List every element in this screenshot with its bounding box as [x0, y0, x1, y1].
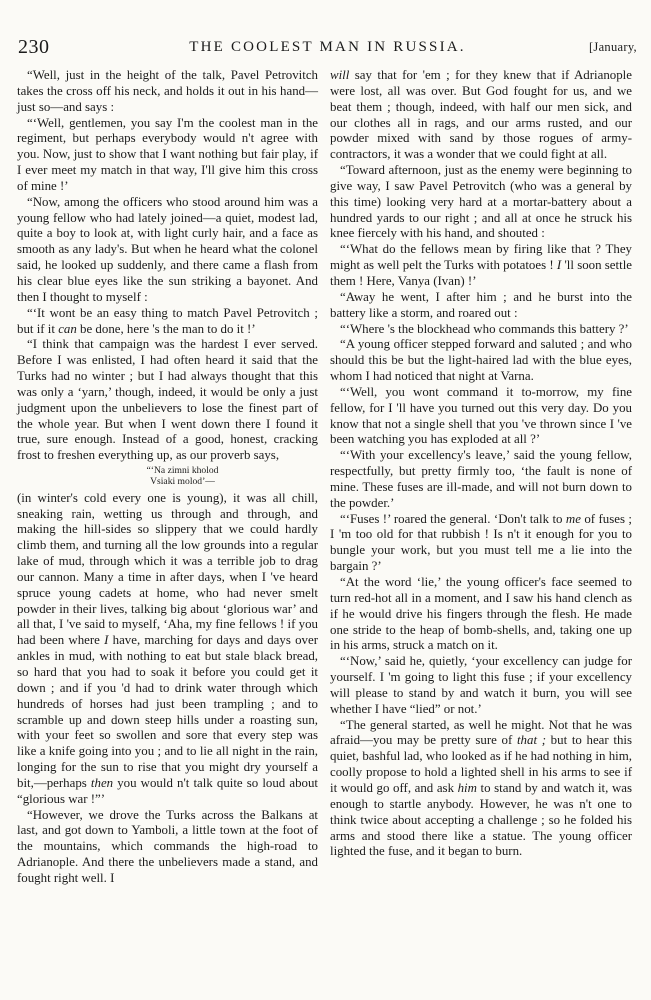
text-run: say that for 'em ; for they knew that if Adrianople were lost, all was over. But God fought for us, and we beat them ; though, indeed, with half our men sick, and our clothes all in rags, and our arms rusted, and our powder mixed with sand by those rogues of army-contractors, it was a wonder that we could fight at all.: [330, 68, 632, 162]
running-header: [18, 36, 637, 60]
text-run: “‘It wont be an easy thing to match Pavel Petrovitch ; but if it: [17, 305, 318, 336]
text-run: “The general started, as well he might. Not that he was afraid—you may be pretty sure of: [330, 717, 632, 748]
emphasis: I: [104, 633, 109, 648]
page-number: 230: [18, 36, 50, 58]
paragraph: “However, we drove the Turks across the Balkans at last, and got down to Yamboli, a little town at the foot of the mountains, which commands the high-road to Adrianople. And there the unbelievers made a stand, and fought right well. I: [17, 807, 318, 885]
text-run: to stand by and watch it, was enough to startle anybody. However, he was n't one to think twice about accepting a challenge ; so he folded his arms and stood there like a statue. The young officer lighted the fuse, and it began to burn.: [330, 780, 632, 859]
issue-month: [January,: [588, 40, 637, 54]
paragraph: “‘Now,’ said he, quietly, ‘your excellency can judge for yourself. I 'm going to light this fuse ; if your excellency will please to stand by and watch it burn, you will see whether I have “lied” or not.’: [330, 654, 632, 716]
paragraph: “‘Where 's the blockhead who commands this battery ?’: [340, 321, 629, 336]
verse-line: “‘Na zimni kholod: [146, 465, 219, 477]
paragraph: “Now, among the officers who stood around him was a young fellow who had lately joined—a quiet, modest lad, quite a boy to look at, with light curly hair, and a face as smooth as any lady's. But when he heard what the colonel said, he looked up suddenly, and there came a flash from his clear blue eyes like the sun striking a bayonet. And then I thought to myself :: [17, 194, 318, 304]
paragraph: “I think that campaign was the hardest I ever served. Before I was enlisted, I had often heard it said that the Turks had no winter ; but I had always thought that this was only a ‘yarn,’ though, indeed, it would be only a just judgment upon the unbelievers to lose the finest part of the whole year. But when I went down there I found it true, sure enough. Instead of a good, honest, cracking frost to freshen everything up, as our proverb says,: [17, 337, 318, 463]
text-run: 'll soon settle them ! Here, Vanya (Ivan) !’: [330, 258, 632, 288]
emphasis: then: [90, 775, 114, 790]
paragraph: [17, 491, 318, 808]
verse-line: Vsiaki molod’—: [150, 475, 215, 487]
emphasis: that ;: [516, 733, 546, 748]
paragraph: [330, 242, 632, 290]
proverb-verse: [47, 466, 318, 488]
running-title: THE COOLEST MAN IN RUSSIA.: [189, 39, 466, 55]
paragraph: [330, 718, 632, 861]
emphasis: me: [565, 511, 581, 526]
paragraph: “‘With your excellency's leave,’ said the young fellow, respectfully, but pretty firmly too, ‘the fault is none of mine. These fuses are ill-made, and will not burn down to the powder.’: [330, 448, 632, 510]
left-column: [17, 68, 318, 887]
emphasis: I: [556, 258, 562, 273]
paragraph: [330, 512, 632, 575]
emphasis: him: [457, 780, 477, 795]
paragraph: “Well, just in the height of the talk, Pavel Petrovitch takes the cross off his neck, and holds it out in his hand—just so—and says :: [17, 68, 318, 114]
paragraph: [17, 306, 318, 338]
paragraph: “‘Well, you wont command it to-morrow, my fine fellow, for I 'll have you turned out this very day. Do you know that not a single shell that you 've thrown since I 've been watching you has exploded at all ?’: [330, 384, 632, 447]
text-run: but to hear this quiet, bashful lad, who looked as if he had nothing in him, coolly propose to hold a lighted shell in his arms to see if it would go off, and ask: [330, 733, 632, 795]
emphasis: can: [58, 321, 77, 336]
paragraph: “‘Well, gentlemen, you say I'm the coolest man in the regiment, but perhaps everybody would n't agree with you. Now, just to show that I want nothing but fair play, if I ever meet my match in that way, I'll give him this cross of mine !’: [17, 115, 318, 193]
text-run: of fuses ; I 'm too old for that rubbish ! Is n't it enough for you to bungle your work, but you must tell me a lie into the bargain ?’: [330, 511, 632, 574]
right-column: [330, 68, 632, 860]
text-run: “‘What do the fellows mean by firing like that ? They might as well pelt the Turks with potatoes !: [330, 242, 632, 273]
text-run: (in winter's cold every one is young), it was all chill, sneaking rain, wetting us through and through, and making the hill-sides so slippery that we could hardly climb them, and turning all the low grounds into a regular lake of mud, through which it was a terrible job to drag our cannon. Many a time in after days, when I 've heard spruce young cadets at home, who had never smelt powder in their lives, talking big about ‘glorious war’ and all that, I 've said to myself, ‘Aha, my fine fellows ! if you had been where: [17, 490, 318, 648]
text-run: have, marching for days and days over ankles in mud, with nothing to eat but stale black bread, so hard that you had to soak it before you could get it down ; and if you 'd had to drink water through which hundreds of horses had just been trampling ; and to scramble up and down steep hills under a roasting sun, with your feet so swollen and sore that every step was like a knife going into you ; and to lie all night in the rain, longing for the sun to rise that you might dry yourself a bit,—perhaps: [17, 633, 318, 790]
paragraph: “A young officer stepped forward and saluted ; and who should this be but the light-haired lad with the blue eyes, whom I had noticed that night at Varna.: [330, 337, 632, 384]
text-run: you would n't talk quite so loud about “glorious war !”’: [17, 775, 318, 806]
paragraph: “Away he went, I after him ; and he burst into the battery like a storm, and roared out :: [330, 289, 632, 320]
text-run: “‘Fuses !’ roared the general. ‘Don't talk to: [340, 511, 566, 526]
text-run: be done, here 's the man to do it !’: [76, 321, 256, 336]
emphasis: will: [330, 68, 350, 82]
paragraph: [330, 68, 632, 163]
paragraph: “At the word ‘lie,’ the young officer's face seemed to turn red-hot all in a moment, and I saw his hand clench as if he would drive his fingers through the flesh. He made one stride to the heap of bomb-shells, and, taking one up in his arms, struck a match on it.: [330, 575, 632, 653]
paragraph: “Toward afternoon, just as the enemy were beginning to give way, I saw Pavel Petrovitch (who was a general by this time) looking very hard at a mortar-battery about a hundred yards to our right ; and all at once he struck his knee fiercely with his hand, and shouted :: [330, 163, 632, 241]
